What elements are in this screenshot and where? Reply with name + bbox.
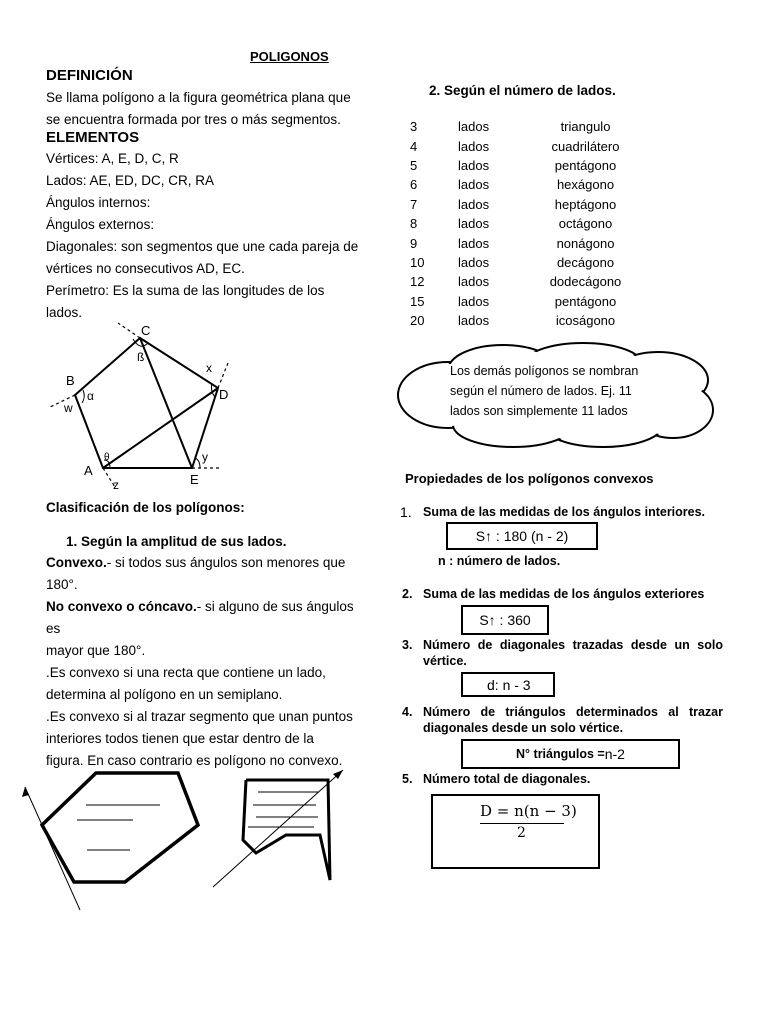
sides-count: 4 [410, 138, 418, 154]
prop-3-text-1: Número de diagonales trazadas desde un solo [423, 638, 723, 652]
polygon-row [410, 311, 643, 330]
sides-word: lados [458, 177, 490, 193]
noconvexo-label: No convexo o cóncavo. [46, 599, 197, 614]
polygon-name: triangulo [560, 119, 611, 135]
convex-polygon-figure [20, 765, 210, 920]
page-title: POLIGONOS [250, 49, 329, 64]
clasificacion-heading: Clasificación de los polígonos: [46, 500, 245, 515]
perimetro-text-2: lados. [46, 305, 83, 320]
sides-count: 8 [410, 216, 418, 232]
polygon-name: pentágono [554, 157, 617, 173]
label-x: x [206, 361, 212, 375]
polygon-name: hexágono [556, 177, 615, 193]
angle-arc-b [82, 390, 84, 403]
sides-count: 7 [410, 196, 418, 212]
convexo-rule-4: interiores todos tienen que estar dentro de la [46, 731, 314, 746]
prop-3-number: 3. [402, 638, 413, 652]
hexagon-outline [42, 773, 198, 882]
sides-word: lados [458, 235, 490, 251]
propiedades-heading: Propiedades de los polígonos convexos [405, 471, 654, 486]
arrow-head [22, 787, 29, 797]
sides-count: 15 [410, 293, 425, 309]
tangent-line [25, 787, 80, 910]
sides-count: 6 [410, 177, 418, 193]
lados-text: Lados: AE, ED, DC, CR, RA [46, 173, 215, 188]
cloud-line-2: según el número de lados. Ej. 11 [450, 384, 632, 398]
angulos-externos-text: Ángulos externos: [46, 217, 155, 232]
noconvexo-text-2: mayor que 180°. [46, 643, 146, 658]
prop-4-text-1: Número de triángulos determinados al trazar [423, 705, 723, 719]
definicion-heading: DEFINICIÓN [46, 67, 133, 84]
label-b: B [66, 373, 75, 388]
prop-4-formula-value: n-2 [604, 746, 625, 762]
label-e: E [190, 472, 199, 487]
polygon-row [410, 292, 643, 311]
diagonal-ec [140, 338, 192, 468]
polygon-name: pentágono [554, 293, 617, 309]
secant-line [213, 770, 343, 887]
sides-word: lados [458, 293, 490, 309]
prop-1-number: 1. [400, 504, 412, 520]
sides-word: lados [458, 254, 490, 270]
label-d: D [219, 387, 229, 402]
clasificacion-body [46, 552, 366, 772]
convexo-rule-3: .Es convexo si al trazar segmento que unan puntos [46, 709, 353, 724]
diagonal-ad [103, 388, 218, 468]
prop-2-formula-box: S↑ : 360 [461, 605, 549, 635]
diagonales-text-1: Diagonales: son segmentos que une cada pareja de [46, 239, 359, 254]
label-theta: θ [104, 452, 110, 463]
cloud-line-1: Los demás polígonos se nombran [450, 364, 639, 378]
prop-3-formula-box: d: n - 3 [461, 672, 555, 697]
segun-lados-heading: 2. Según el número de lados. [429, 83, 616, 98]
label-y: y [202, 450, 208, 464]
prop-4-formula-box [461, 739, 680, 769]
polygon-row [410, 175, 643, 194]
prop-5-denominator: 2 [517, 825, 526, 841]
prop-1-formula-box: S↑ : 180 (n - 2) [446, 522, 598, 550]
prop-4-formula-label: N° triángulos = [516, 747, 605, 761]
sides-count: 20 [410, 313, 425, 329]
prop-5-formula-box [431, 794, 600, 869]
vertices-text: Vértices: A, E, D, C, R [46, 151, 179, 166]
polygon-row [410, 117, 643, 136]
pentagon-figure [40, 315, 250, 490]
prop-4-text-2: diagonales desde un solo vértice. [423, 721, 624, 735]
sides-word: lados [458, 216, 490, 232]
definicion-line-1: Se llama polígono a la figura geométrica plana que [46, 90, 351, 105]
polygon-row [410, 253, 643, 272]
prop-1-note: n : número de lados. [438, 554, 561, 568]
sides-count: 12 [410, 274, 425, 290]
convexo-rule-2: determina al polígono en un semiplano. [46, 687, 283, 702]
polygon-row [410, 272, 643, 291]
polygon-name: dodecágono [549, 274, 622, 290]
prop-1-text: Suma de las medidas de los ángulos interiores. [423, 505, 706, 519]
convexo-text: - si todos sus ángulos son menores que [106, 555, 346, 570]
concave-outline [243, 780, 330, 880]
elementos-list [46, 148, 358, 324]
sides-word: lados [458, 274, 490, 290]
polygon-name: cuadrilátero [551, 138, 620, 154]
prop-2-number: 2. [402, 587, 413, 601]
polygon-row [410, 233, 643, 252]
sides-count: 5 [410, 157, 418, 173]
diagonales-text-2: vértices no consecutivos AD, EC. [46, 261, 245, 276]
convexo-text-2: 180°. [46, 577, 78, 592]
noconvexo-text: - si alguno de sus ángulos es [46, 599, 354, 636]
polygon-row [410, 136, 643, 155]
label-w: w [64, 401, 73, 415]
amplitud-subheading: 1. Según la amplitud de sus lados. [66, 534, 287, 549]
polygon-name: nonágono [556, 235, 615, 251]
cloud-line-3: lados son simplemente 11 lados [450, 404, 628, 418]
polygon-row [410, 156, 643, 175]
prop-2-text: Suma de las medidas de los ángulos exteriores [423, 587, 705, 601]
prop-3-text-2: vértice. [423, 654, 467, 668]
polygon-row [410, 195, 643, 214]
convexo-rule-5: figura. En caso contrario es polígono no convexo. [46, 753, 343, 768]
sides-count: 3 [410, 119, 418, 135]
prop-5-text: Número total de diagonales. [423, 772, 591, 786]
cloud-text [450, 361, 638, 421]
perimetro-text-1: Perímetro: Es la suma de las longitudes de los [46, 283, 325, 298]
sides-word: lados [458, 138, 490, 154]
sides-word: lados [458, 313, 490, 329]
convexo-rule-1: .Es convexo si una recta que contiene un lado, [46, 665, 326, 680]
sides-count: 9 [410, 235, 418, 251]
sides-word: lados [458, 196, 490, 212]
polygon-name: heptágono [554, 196, 617, 212]
definicion-text [46, 87, 351, 131]
extension-c [118, 323, 140, 338]
concave-polygon-figure [208, 765, 358, 900]
polygon-name: decágono [556, 254, 615, 270]
prop-5-numerator: D = n(n − 3) [480, 802, 577, 820]
polygon-name: octágono [558, 216, 613, 232]
angulos-internos-text: Ángulos internos: [46, 195, 151, 210]
prop-4-number: 4. [402, 705, 413, 719]
fraction-bar [480, 823, 564, 824]
convexo-label: Convexo. [46, 555, 107, 570]
label-a: A [84, 463, 93, 478]
prop-5-number: 5. [402, 772, 413, 786]
definicion-line-2: se encuentra formada por tres o más segmentos. [46, 112, 341, 127]
polygon-row [410, 214, 643, 233]
label-alpha: α [87, 389, 94, 403]
sides-count: 10 [410, 254, 425, 270]
polygon-names-table [410, 117, 643, 330]
extension-d [218, 363, 228, 388]
label-beta: ß [137, 350, 145, 364]
label-z: z [113, 478, 119, 490]
label-c: C [141, 323, 151, 338]
elementos-heading: ELEMENTOS [46, 129, 140, 146]
sides-word: lados [458, 119, 490, 135]
polygon-name: icoságono [555, 313, 616, 329]
sides-word: lados [458, 157, 490, 173]
